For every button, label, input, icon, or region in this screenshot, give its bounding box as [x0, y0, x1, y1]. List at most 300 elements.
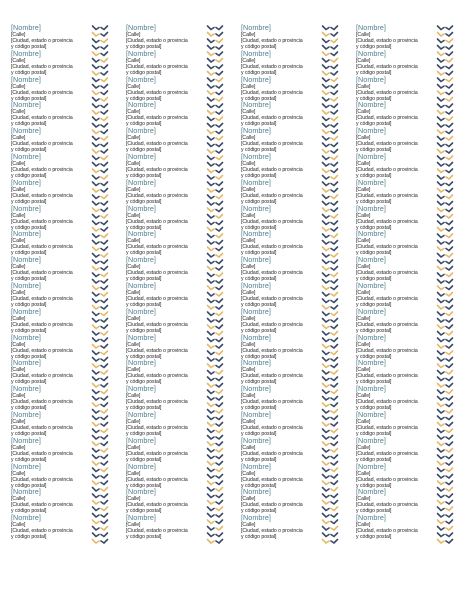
address-label[interactable] — [126, 24, 202, 50]
chevron-left-icon — [323, 234, 330, 238]
label-name: [Nombre] — [356, 178, 386, 187]
chevron-left-icon — [438, 85, 445, 89]
label-street: [Calle] — [11, 32, 26, 38]
chevron-right-icon — [216, 221, 223, 225]
chevron-left-icon — [323, 520, 330, 524]
chevron-right-icon — [101, 527, 108, 531]
address-label[interactable] — [241, 153, 317, 179]
chevron-left-icon — [438, 364, 445, 368]
chevron-right-icon — [331, 293, 338, 297]
chevron-left-icon — [208, 215, 215, 219]
chevron-right-icon — [446, 130, 453, 134]
chevron-left-icon — [438, 325, 445, 329]
chevron-left-icon — [93, 85, 100, 89]
label-city-line1: [Ciudad, estado o provincia — [356, 192, 418, 199]
chevron-left-icon — [208, 98, 215, 102]
chevron-left-icon — [208, 364, 215, 368]
address-label[interactable] — [11, 230, 87, 256]
chevron-left-icon — [93, 78, 100, 82]
label-name: [Nombre] — [11, 24, 41, 32]
address-label[interactable] — [11, 205, 87, 231]
chevron-left-icon — [208, 306, 215, 310]
address-label[interactable] — [11, 308, 87, 334]
label-city-line2: y código postal] — [241, 353, 277, 360]
chevron-left-icon — [438, 189, 445, 193]
chevron-right-icon — [446, 65, 453, 69]
chevron-left-icon — [438, 358, 445, 362]
label-column — [11, 24, 126, 544]
chevron-left-icon — [323, 436, 330, 440]
address-label[interactable] — [126, 50, 202, 76]
address-label[interactable] — [356, 359, 432, 385]
label-name: [Nombre] — [11, 49, 41, 58]
label-street: [Calle] — [356, 367, 371, 374]
chevron-left-icon — [438, 442, 445, 446]
chevron-left-icon — [438, 306, 445, 310]
chevron-left-icon — [323, 39, 330, 43]
address-label[interactable] — [356, 385, 432, 411]
address-label[interactable] — [11, 282, 87, 308]
chevron-right-icon — [101, 442, 108, 446]
chevron-right-icon — [331, 442, 338, 446]
label-street: [Calle] — [356, 32, 371, 38]
chevron-right-icon — [446, 410, 453, 414]
label-name: [Nombre] — [126, 359, 156, 368]
chevron-left-icon — [93, 163, 100, 167]
chevron-right-icon — [331, 247, 338, 251]
label-name: [Nombre] — [11, 333, 41, 342]
chevron-right-icon — [331, 410, 338, 414]
label-name: [Nombre] — [11, 101, 41, 110]
chevron-right-icon — [101, 429, 108, 433]
chevron-left-icon — [323, 293, 330, 297]
label-city-line1: [Ciudad, estado o provincia — [126, 192, 188, 199]
chevron-right-icon — [216, 273, 223, 277]
address-label[interactable] — [241, 488, 317, 514]
chevron-right-icon — [101, 488, 108, 492]
chevron-right-icon — [331, 481, 338, 485]
label-city-line2: y código postal] — [241, 276, 277, 283]
chevron-right-icon — [331, 91, 338, 95]
label-street: [Calle] — [126, 238, 141, 245]
address-label[interactable] — [126, 463, 202, 489]
address-label[interactable] — [241, 101, 317, 127]
chevron-right-icon — [216, 312, 223, 316]
chevron-right-icon — [331, 241, 338, 245]
address-label[interactable] — [241, 205, 317, 231]
address-label[interactable] — [241, 463, 317, 489]
address-label[interactable] — [126, 256, 202, 282]
chevron-right-icon — [101, 286, 108, 290]
chevron-right-icon — [101, 338, 108, 342]
chevron-left-icon — [93, 436, 100, 440]
chevron-right-icon — [446, 163, 453, 167]
label-city-line1: [Ciudad, estado o provincia — [356, 115, 418, 122]
chevron-right-icon — [446, 215, 453, 219]
chevron-left-icon — [438, 436, 445, 440]
chevron-right-icon — [331, 150, 338, 154]
label-street: [Calle] — [241, 57, 256, 64]
label-name: [Nombre] — [356, 307, 386, 316]
chevron-left-icon — [323, 416, 330, 420]
address-label[interactable] — [356, 24, 432, 50]
address-label[interactable] — [356, 488, 432, 514]
label-name: [Nombre] — [126, 75, 156, 84]
label-street: [Calle] — [356, 161, 371, 167]
label-city-line2: y código postal] — [11, 147, 47, 154]
chevron-left-icon — [438, 208, 445, 212]
address-label[interactable] — [11, 334, 87, 360]
label-city-line1: [Ciudad, estado o provincia — [356, 141, 418, 148]
label-name: [Nombre] — [126, 488, 156, 497]
label-city-line1: [Ciudad, estado o provincia — [11, 141, 73, 148]
address-label[interactable] — [126, 385, 202, 411]
chevron-right-icon — [101, 260, 108, 264]
label-city-line2: y código postal] — [11, 405, 47, 412]
address-label[interactable] — [241, 385, 317, 411]
address-label[interactable] — [356, 153, 432, 179]
chevron-right-icon — [446, 98, 453, 102]
chevron-left-icon — [323, 462, 330, 466]
label-city-line2: y código postal] — [11, 250, 47, 257]
address-label[interactable] — [241, 50, 317, 76]
label-name: [Nombre] — [241, 488, 271, 497]
chevron-left-icon — [93, 494, 100, 498]
chevron-left-icon — [208, 280, 215, 284]
address-label[interactable] — [126, 230, 202, 256]
address-label[interactable] — [356, 127, 432, 153]
chevron-right-icon — [446, 124, 453, 128]
chevron-left-icon — [208, 475, 215, 479]
chevron-left-icon — [208, 286, 215, 290]
chevron-right-icon — [101, 59, 108, 63]
address-label[interactable] — [241, 230, 317, 256]
chevron-right-icon — [101, 351, 108, 355]
chevron-left-icon — [323, 455, 330, 459]
address-label[interactable] — [11, 411, 87, 437]
address-label[interactable] — [11, 101, 87, 127]
label-city-line2: y código postal] — [11, 69, 47, 76]
address-label[interactable] — [126, 127, 202, 153]
chevron-left-icon — [208, 78, 215, 82]
chevron-right-icon — [216, 501, 223, 505]
chevron-left-icon — [208, 111, 215, 115]
chevron-left-icon — [93, 507, 100, 511]
chevron-left-icon — [93, 520, 100, 524]
chevron-right-icon — [331, 254, 338, 258]
address-label[interactable] — [11, 76, 87, 102]
chevron-right-icon — [216, 449, 223, 453]
label-name: [Nombre] — [11, 127, 41, 136]
label-name: [Nombre] — [126, 178, 156, 187]
chevron-left-icon — [93, 319, 100, 323]
address-label[interactable] — [356, 256, 432, 282]
address-label[interactable] — [241, 514, 317, 540]
label-street: [Calle] — [11, 83, 26, 90]
chevron-right-icon — [446, 377, 453, 381]
chevron-right-icon — [331, 319, 338, 323]
chevron-left-icon — [323, 332, 330, 336]
chevron-left-icon — [93, 442, 100, 446]
chevron-left-icon — [93, 481, 100, 485]
address-label[interactable] — [126, 179, 202, 205]
address-label[interactable] — [11, 437, 87, 463]
chevron-right-icon — [101, 364, 108, 368]
label-city-line2: y código postal] — [241, 147, 277, 154]
label-city-line2: y código postal] — [241, 534, 277, 541]
label-name: [Nombre] — [126, 462, 156, 471]
label-city-line1: [Ciudad, estado o provincia — [241, 244, 303, 251]
label-city-line2: y código postal] — [241, 508, 277, 515]
chevron-left-icon — [208, 527, 215, 531]
label-city-line2: y código postal] — [11, 302, 47, 308]
chevron-right-icon — [446, 195, 453, 199]
chevron-right-icon — [216, 189, 223, 193]
chevron-right-icon — [101, 91, 108, 95]
chevron-left-icon — [438, 390, 445, 394]
chevron-right-icon — [331, 117, 338, 121]
chevron-left-icon — [208, 202, 215, 206]
chevron-right-icon — [216, 468, 223, 472]
chevron-right-icon — [446, 202, 453, 206]
chevron-left-icon — [323, 221, 330, 225]
chevron-left-icon — [93, 91, 100, 95]
label-city-line1: [Ciudad, estado o provincia — [356, 63, 418, 70]
label-street: [Calle] — [241, 161, 256, 167]
address-label[interactable] — [356, 514, 432, 540]
label-city-line1: [Ciudad, estado o provincia — [241, 89, 303, 96]
chevron-left-icon — [208, 501, 215, 505]
label-city-line1: [Ciudad, estado o provincia — [241, 450, 303, 457]
chevron-right-icon — [216, 371, 223, 375]
address-label[interactable] — [241, 76, 317, 102]
address-label[interactable] — [11, 359, 87, 385]
chevron-right-icon — [331, 358, 338, 362]
label-city-line2: y código postal] — [241, 379, 277, 386]
label-city-line1: [Ciudad, estado o provincia — [126, 89, 188, 96]
label-name: [Nombre] — [241, 385, 271, 394]
chevron-right-icon — [446, 117, 453, 121]
label-city-line1: [Ciudad, estado o provincia — [11, 38, 73, 44]
address-label[interactable] — [126, 359, 202, 385]
chevron-left-icon — [323, 475, 330, 479]
label-name: [Nombre] — [11, 385, 41, 394]
address-label[interactable] — [356, 76, 432, 102]
address-label[interactable] — [356, 179, 432, 205]
address-label[interactable] — [241, 308, 317, 334]
address-label[interactable] — [356, 230, 432, 256]
address-label[interactable] — [11, 50, 87, 76]
label-street: [Calle] — [356, 135, 371, 142]
label-name: [Nombre] — [241, 153, 271, 161]
label-name: [Nombre] — [126, 256, 156, 265]
address-label[interactable] — [241, 411, 317, 437]
chevron-left-icon — [323, 403, 330, 407]
address-label[interactable] — [356, 437, 432, 463]
label-street: [Calle] — [126, 290, 141, 296]
chevron-left-icon — [208, 150, 215, 154]
chevron-right-icon — [331, 449, 338, 453]
chevron-right-icon — [331, 540, 338, 544]
address-label[interactable] — [356, 463, 432, 489]
label-name: [Nombre] — [241, 462, 271, 471]
label-street: [Calle] — [11, 393, 26, 400]
address-label[interactable] — [356, 282, 432, 308]
chevron-left-icon — [323, 195, 330, 199]
chevron-left-icon — [93, 124, 100, 128]
chevron-right-icon — [446, 59, 453, 63]
chevron-left-icon — [93, 52, 100, 56]
address-label[interactable] — [126, 437, 202, 463]
chevron-right-icon — [101, 358, 108, 362]
chevron-left-icon — [208, 468, 215, 472]
chevron-right-icon — [446, 455, 453, 459]
chevron-left-icon — [208, 455, 215, 459]
address-label[interactable] — [241, 256, 317, 282]
address-label[interactable] — [356, 50, 432, 76]
chevron-left-icon — [323, 117, 330, 121]
label-city-line1: [Ciudad, estado o provincia — [356, 476, 418, 483]
label-name: [Nombre] — [356, 514, 386, 523]
address-label[interactable] — [11, 385, 87, 411]
address-label[interactable] — [241, 127, 317, 153]
label-city-line2: y código postal] — [241, 69, 277, 76]
chevron-left-icon — [438, 163, 445, 167]
chevron-left-icon — [438, 46, 445, 50]
address-label[interactable] — [126, 488, 202, 514]
address-label[interactable] — [126, 76, 202, 102]
chevron-right-icon — [446, 533, 453, 537]
chevron-left-icon — [323, 351, 330, 355]
chevron-left-icon — [323, 143, 330, 147]
chevron-left-icon — [438, 260, 445, 264]
label-city-line2: y código postal] — [356, 302, 392, 308]
label-city-line1: [Ciudad, estado o provincia — [11, 89, 73, 96]
address-label[interactable] — [356, 334, 432, 360]
label-name: [Nombre] — [356, 153, 386, 161]
address-label[interactable] — [241, 179, 317, 205]
chevron-left-icon — [93, 345, 100, 349]
label-city-line2: y código postal] — [11, 198, 47, 205]
label-street: [Calle] — [126, 470, 141, 477]
label-city-line2: y código postal] — [11, 95, 47, 102]
chevron-right-icon — [101, 215, 108, 219]
chevron-right-icon — [446, 475, 453, 479]
chevron-right-icon — [216, 260, 223, 264]
address-label[interactable] — [356, 205, 432, 231]
chevron-left-icon — [93, 202, 100, 206]
label-street: [Calle] — [126, 522, 141, 529]
address-label[interactable] — [11, 179, 87, 205]
chevron-right-icon — [101, 390, 108, 394]
address-label[interactable] — [11, 463, 87, 489]
chevron-right-icon — [216, 403, 223, 407]
address-label[interactable] — [126, 101, 202, 127]
label-name: [Nombre] — [126, 101, 156, 110]
label-street: [Calle] — [356, 83, 371, 90]
chevron-right-icon — [446, 371, 453, 375]
address-label[interactable] — [241, 359, 317, 385]
chevron-left-icon — [323, 59, 330, 63]
label-city-line2: y código postal] — [126, 44, 162, 50]
chevron-left-icon — [208, 488, 215, 492]
chevron-right-icon — [446, 72, 453, 76]
chevron-right-icon — [331, 26, 338, 30]
label-street: [Calle] — [126, 212, 141, 219]
chevron-right-icon — [216, 241, 223, 245]
chevron-left-icon — [93, 137, 100, 141]
label-street: [Calle] — [11, 315, 26, 322]
chevron-right-icon — [216, 345, 223, 349]
chevron-left-icon — [438, 267, 445, 271]
chevron-right-icon — [216, 111, 223, 115]
chevron-right-icon — [331, 143, 338, 147]
address-label[interactable] — [126, 411, 202, 437]
label-city-line2: y código postal] — [356, 147, 392, 154]
chevron-right-icon — [216, 462, 223, 466]
chevron-right-icon — [446, 345, 453, 349]
label-street: [Calle] — [11, 109, 26, 116]
chevron-right-icon — [216, 208, 223, 212]
address-label[interactable] — [11, 127, 87, 153]
address-label[interactable] — [126, 205, 202, 231]
chevron-left-icon — [208, 325, 215, 329]
chevron-right-icon — [331, 202, 338, 206]
address-label[interactable] — [241, 437, 317, 463]
chevron-right-icon — [446, 403, 453, 407]
chevron-left-icon — [438, 520, 445, 524]
address-label[interactable] — [126, 334, 202, 360]
chevron-left-icon — [208, 267, 215, 271]
address-label[interactable] — [126, 153, 202, 179]
label-city-line1: [Ciudad, estado o provincia — [126, 450, 188, 457]
address-label[interactable] — [11, 488, 87, 514]
address-label[interactable] — [126, 308, 202, 334]
chevron-right-icon — [101, 280, 108, 284]
label-street: [Calle] — [356, 186, 371, 193]
chevron-right-icon — [446, 351, 453, 355]
chevron-right-icon — [331, 325, 338, 329]
label-city-line1: [Ciudad, estado o provincia — [11, 476, 73, 483]
address-label[interactable] — [11, 256, 87, 282]
chevron-left-icon — [93, 280, 100, 284]
address-label[interactable] — [241, 24, 317, 50]
address-label[interactable] — [241, 334, 317, 360]
chevron-left-icon — [93, 130, 100, 134]
chevron-left-icon — [323, 540, 330, 544]
chevron-right-icon — [216, 176, 223, 180]
label-city-line2: y código postal] — [126, 147, 162, 154]
chevron-right-icon — [331, 176, 338, 180]
address-label[interactable] — [11, 24, 87, 50]
chevron-left-icon — [208, 234, 215, 238]
address-label[interactable] — [11, 514, 87, 540]
label-city-line2: y código postal] — [241, 327, 277, 334]
address-label[interactable] — [356, 411, 432, 437]
address-label[interactable] — [241, 282, 317, 308]
chevron-left-icon — [93, 325, 100, 329]
chevron-right-icon — [216, 286, 223, 290]
address-label[interactable] — [356, 308, 432, 334]
chevron-left-icon — [93, 273, 100, 277]
address-label[interactable] — [126, 282, 202, 308]
label-street: [Calle] — [241, 238, 256, 245]
address-label[interactable] — [126, 514, 202, 540]
chevron-right-icon — [331, 46, 338, 50]
chevron-pattern-icon — [436, 24, 454, 544]
address-label[interactable] — [356, 101, 432, 127]
address-label[interactable] — [11, 153, 87, 179]
